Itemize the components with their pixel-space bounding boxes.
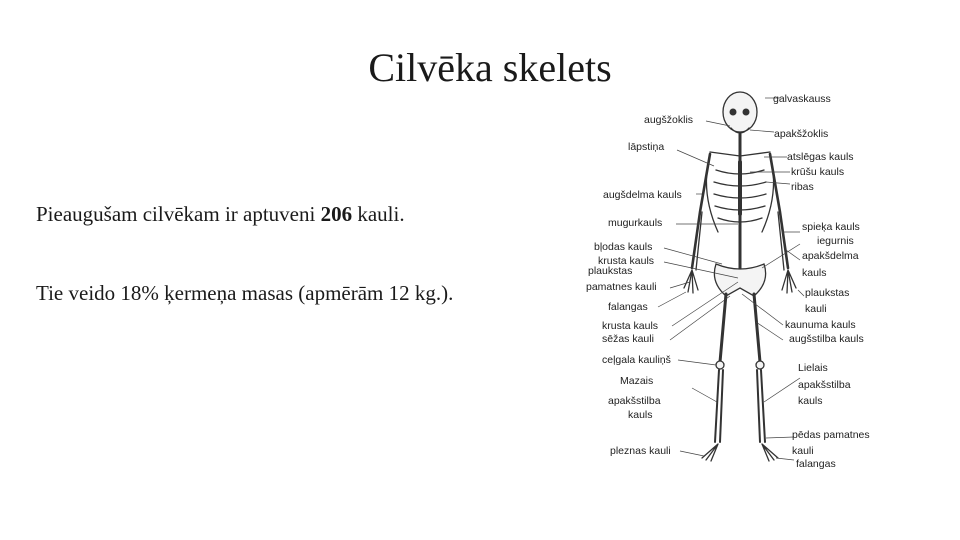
label-iegurnis: iegurnis [817, 235, 854, 247]
body-mass-text: Tie veido 18% ķermeņa masas (apmērām 12 kg.). [36, 281, 454, 305]
label-pleznas: pleznas kauli [610, 445, 671, 457]
skeleton-diagram [580, 82, 900, 482]
label-atslegas: atslēgas kauls [787, 151, 854, 163]
label-apaksdelma-line2: kauls [802, 267, 827, 279]
label-lielais-line1: Lielais [798, 362, 828, 374]
label-galvaskauss: galvaskauss [773, 93, 831, 105]
foot-right [762, 444, 778, 461]
label-plaukstas-left: plaukstas [588, 265, 633, 277]
kneecap-left [716, 361, 724, 369]
label-mazais-line2: apakšstilba [608, 395, 661, 407]
label-celgala: ceļgala kauliņš [602, 354, 671, 366]
label-kaunuma: kaunuma kauls [785, 319, 856, 331]
label-augsdelma: augšdelma kauls [603, 189, 682, 201]
hand-right [782, 270, 796, 293]
label-krusta-lower: krusta kauls [602, 320, 659, 332]
label-krusta-upper: krusta kauls [598, 255, 655, 267]
label-mugurkauls: mugurkauls [608, 217, 663, 229]
label-lielais-line2: apakšstilba [798, 379, 851, 391]
label-plaukstas-right-line2: kauli [805, 303, 827, 315]
label-falangas-right: falangas [796, 458, 836, 470]
label-pedas: pēdas pamatnes [792, 429, 870, 441]
arm-left [692, 154, 710, 268]
label-krusu: krūšu kauls [791, 166, 845, 178]
label-sezas: sēžas kauli [602, 333, 654, 345]
shin-right [757, 370, 765, 442]
skeleton-svg [580, 82, 900, 482]
shin-left [715, 370, 723, 442]
label-augsstilba: augšstilba kauls [789, 333, 864, 345]
slide-title: Cilvēka skelets [368, 45, 612, 90]
label-mazais-line1: Mazais [620, 375, 654, 387]
bone-count-number: 206 [320, 202, 353, 226]
label-lielais-line3: kauls [798, 395, 823, 407]
skeleton-drawing [684, 92, 796, 461]
eye-socket-right [743, 109, 750, 116]
label-ribas: ribas [791, 181, 814, 193]
arm-right [770, 154, 788, 268]
skull [723, 92, 757, 132]
hand-left [684, 270, 698, 293]
kneecap-right [756, 361, 764, 369]
bone-count-prefix: Pieaugušam cilvēkam ir aptuveni [36, 202, 321, 226]
eye-socket-left [730, 109, 737, 116]
label-augszoklis: augšžoklis [644, 114, 694, 126]
label-falangas-left: falangas [608, 301, 648, 313]
bone-count-suffix: kauli. [352, 202, 405, 226]
pelvis [714, 264, 765, 296]
femur-left [720, 294, 726, 362]
label-pedas-kauli: kauli [792, 445, 814, 457]
label-lapstina: lāpstiņa [628, 141, 665, 153]
label-spieka: spieķa kauls [802, 221, 860, 233]
label-apaksdelma-line1: apakšdelma [802, 250, 859, 262]
label-mazais-line3: kauls [628, 409, 653, 421]
label-plaukstas-right-line1: plaukstas [805, 287, 850, 299]
label-apakszoklis: apakšžoklis [774, 128, 829, 140]
foot-left [702, 444, 718, 461]
femur-right [754, 294, 760, 362]
bone-count-text [36, 202, 405, 227]
label-bloda: bļodas kauls [594, 241, 653, 253]
label-pamatnes: pamatnes kauli [586, 281, 657, 293]
